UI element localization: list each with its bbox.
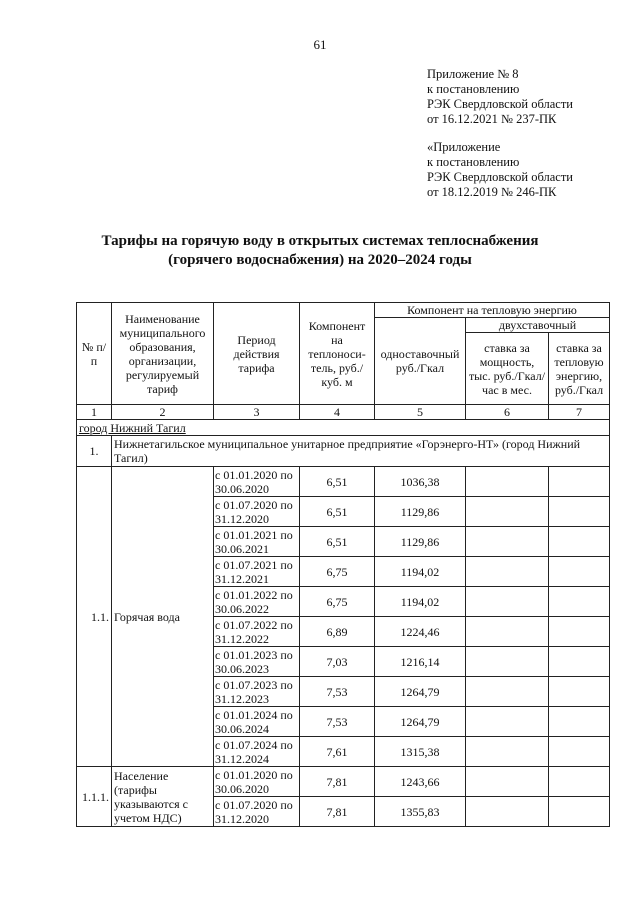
energy-rate-value — [549, 707, 610, 737]
capacity-rate-value — [466, 737, 549, 767]
carrier-value: 7,81 — [300, 767, 375, 797]
energy-rate-value — [549, 527, 610, 557]
energy-rate-value — [549, 587, 610, 617]
period-cell: с 01.01.2020 по 30.06.2020 — [214, 467, 300, 497]
capacity-rate-value — [466, 587, 549, 617]
single-rate-value: 1194,02 — [375, 587, 466, 617]
period-cell: с 01.01.2021 по 30.06.2021 — [214, 527, 300, 557]
header-two-rate: двухставочный — [466, 318, 610, 333]
period-cell: с 01.07.2023 по 31.12.2023 — [214, 677, 300, 707]
column-number: 2 — [112, 405, 214, 420]
organization-row — [77, 436, 610, 467]
header-single-rate: одноставочный руб./Гкал — [375, 318, 466, 405]
column-number: 5 — [375, 405, 466, 420]
energy-rate-value — [549, 677, 610, 707]
single-rate-value: 1194,02 — [375, 557, 466, 587]
single-rate-value: 1129,86 — [375, 497, 466, 527]
period-cell: с 01.07.2020 по 31.12.2020 — [214, 797, 300, 827]
city-name: город Нижний Тагил — [77, 420, 610, 436]
header-num: № п/п — [77, 303, 112, 405]
document-title: Тарифы на горячую воду в открытых системах теплоснабжения (горячего водоснабжения) на 2020–2024 годы — [101, 233, 539, 268]
energy-rate-value — [549, 647, 610, 677]
single-rate-value: 1315,38 — [375, 737, 466, 767]
capacity-rate-value — [466, 707, 549, 737]
energy-rate-value — [549, 497, 610, 527]
carrier-value: 7,81 — [300, 797, 375, 827]
column-number: 7 — [549, 405, 610, 420]
energy-rate-value — [549, 767, 610, 797]
capacity-rate-value — [466, 617, 549, 647]
row-number: 1.1.1. — [77, 767, 112, 827]
header-capacity-rate: ставка за мощность, тыс. руб./Гкал/час в мес. — [466, 333, 549, 405]
single-rate-value: 1224,46 — [375, 617, 466, 647]
capacity-rate-value — [466, 797, 549, 827]
energy-rate-value — [549, 557, 610, 587]
period-cell: с 01.07.2021 по 31.12.2021 — [214, 557, 300, 587]
header-energy-group: Компонент на тепловую энергию — [375, 303, 610, 318]
carrier-value: 6,51 — [300, 467, 375, 497]
carrier-value: 6,51 — [300, 497, 375, 527]
city-row — [77, 420, 610, 436]
column-number: 4 — [300, 405, 375, 420]
capacity-rate-value — [466, 767, 549, 797]
capacity-rate-value — [466, 497, 549, 527]
header-energy-rate: ставка за тепловую энергию, руб./Гкал — [549, 333, 610, 405]
carrier-value: 6,51 — [300, 527, 375, 557]
column-number: 1 — [77, 405, 112, 420]
capacity-rate-value — [466, 467, 549, 497]
organization-num: 1. — [77, 436, 112, 467]
capacity-rate-value — [466, 677, 549, 707]
column-numbers-row — [77, 405, 610, 420]
carrier-value: 7,03 — [300, 647, 375, 677]
energy-rate-value — [549, 797, 610, 827]
header-carrier: Компонент на теплоноси-тель, руб./куб. м — [300, 303, 375, 405]
period-cell: с 01.07.2020 по 31.12.2020 — [214, 497, 300, 527]
tariff-name: Горячая вода — [112, 467, 214, 767]
single-rate-value: 1355,83 — [375, 797, 466, 827]
column-number: 6 — [466, 405, 549, 420]
carrier-value: 6,75 — [300, 587, 375, 617]
capacity-rate-value — [466, 557, 549, 587]
capacity-rate-value — [466, 647, 549, 677]
single-rate-value: 1243,66 — [375, 767, 466, 797]
carrier-value: 6,89 — [300, 617, 375, 647]
period-cell: с 01.01.2023 по 30.06.2023 — [214, 647, 300, 677]
carrier-value: 7,61 — [300, 737, 375, 767]
carrier-value: 6,75 — [300, 557, 375, 587]
carrier-value: 7,53 — [300, 707, 375, 737]
organization-name: Нижнетагильское муниципальное унитарное предприятие «Горэнерго-НТ» (город Нижний Тагил) — [112, 436, 610, 467]
single-rate-value: 1036,38 — [375, 467, 466, 497]
carrier-value: 7,53 — [300, 677, 375, 707]
energy-rate-value — [549, 467, 610, 497]
energy-rate-value — [549, 617, 610, 647]
single-rate-value: 1264,79 — [375, 707, 466, 737]
period-cell: с 01.07.2022 по 31.12.2022 — [214, 617, 300, 647]
single-rate-value: 1264,79 — [375, 677, 466, 707]
tariff-name: Население (тарифы указываются с учетом НДС) — [112, 767, 214, 827]
single-rate-value: 1216,14 — [375, 647, 466, 677]
energy-rate-value — [549, 737, 610, 767]
page-number: 61 — [313, 37, 327, 52]
header-period: Период действия тарифа — [214, 303, 300, 405]
table-row — [77, 767, 610, 797]
column-number: 3 — [214, 405, 300, 420]
header-name: Наименование муниципального образования, организации, регулируемый тариф — [112, 303, 214, 405]
row-number: 1.1. — [77, 467, 112, 767]
appendix-current: Приложение № 8 к постановлению РЭК Свердловской области от 16.12.2021 № 237-ПК — [427, 67, 573, 126]
period-cell: с 01.01.2020 по 30.06.2020 — [214, 767, 300, 797]
period-cell: с 01.01.2022 по 30.06.2022 — [214, 587, 300, 617]
period-cell: с 01.07.2024 по 31.12.2024 — [214, 737, 300, 767]
period-cell: с 01.01.2024 по 30.06.2024 — [214, 707, 300, 737]
table-row — [77, 467, 610, 497]
appendix-original: «Приложение к постановлению РЭК Свердловской области от 18.12.2019 № 246-ПК — [427, 140, 573, 199]
capacity-rate-value — [466, 527, 549, 557]
tariff-table — [76, 302, 610, 827]
single-rate-value: 1129,86 — [375, 527, 466, 557]
